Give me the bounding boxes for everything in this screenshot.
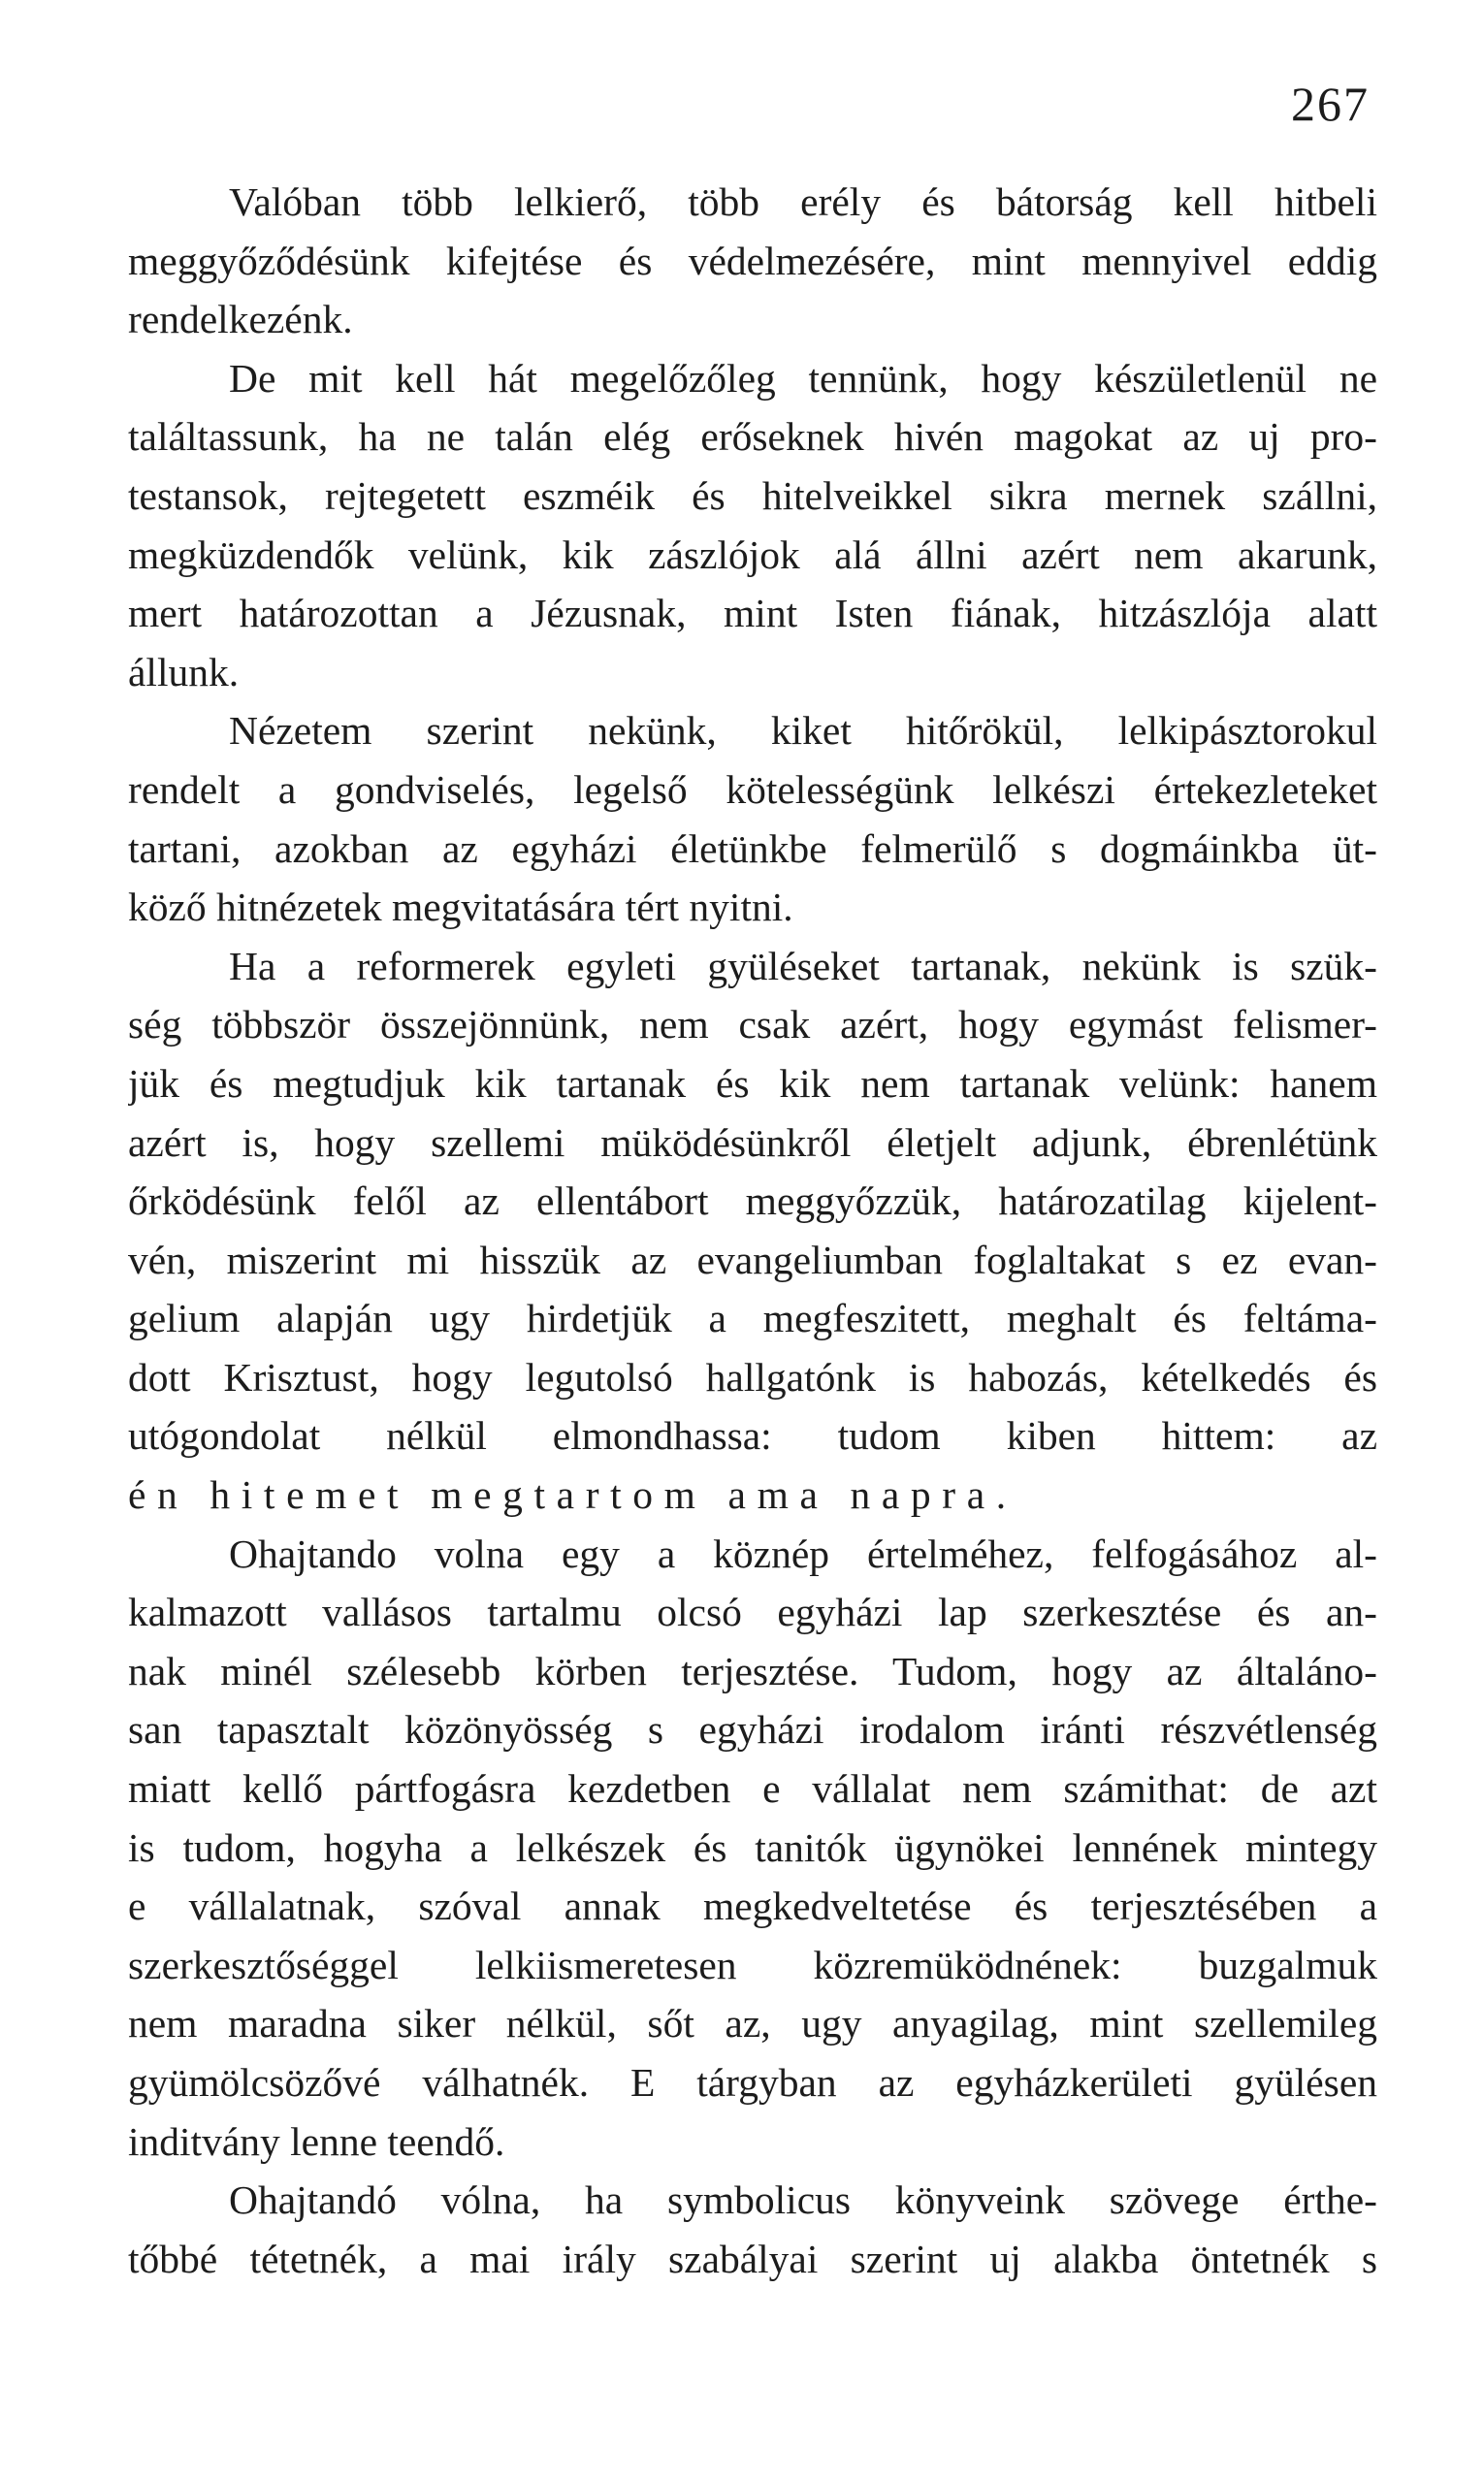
text-line: meggyőződésünk kifejtése és védelmezésére, mint mennyivel eddig xyxy=(128,238,1377,283)
text-line: De mit kell hát megelőzőleg tennünk, hogy készületlenül ne xyxy=(229,355,1377,401)
text-line: szerkesztőséggel lelkiismeretesen közremüködnének: buzgalmuk xyxy=(128,1942,1377,1987)
text-line: ség többször összejönnünk, nem csak azért, hogy egymást felismer- xyxy=(128,1002,1377,1048)
page-number: 267 xyxy=(1291,77,1370,131)
text-line: mert határozottan a Jézusnak, mint Isten fiának, hitzászlója alatt xyxy=(128,591,1377,636)
text-line: nem maradna siker nélkül, sőt az, ugy anyagilag, mint szellemileg xyxy=(128,2001,1377,2047)
text-line: Nézetem szerint nekünk, kiket hitőrökül, lelkipásztorokul xyxy=(229,708,1377,754)
body-text xyxy=(128,173,1377,2288)
text-line: megküzdendők velünk, kik zászlójok alá állni azért nem akarunk, xyxy=(128,532,1377,577)
text-line: azért is, hogy szellemi müködésünkről életjelt adjunk, ébrenlétünk xyxy=(128,1119,1377,1165)
text-line: tőbbé tétetnék, a mai irály szabályai szerint uj alakba öntetnék s xyxy=(128,2236,1377,2281)
text-line: őrködésünk felől az ellentábort meggyőzzük, határozatilag kijelent- xyxy=(128,1178,1377,1224)
text-line: rendelt a gondviselés, legelső kötelességünk lelkészi értekezleteket xyxy=(128,766,1377,812)
text-line: én hitemet megtartom ama napra. xyxy=(128,1472,1017,1518)
text-line: jük és megtudjuk kik tartanak és kik nem tartanak velünk: hanem xyxy=(128,1060,1377,1106)
text-line: miatt kellő pártfogásra kezdetben e vállalat nem számithat: de azt xyxy=(128,1766,1377,1812)
text-line: testansok, rejtegetett eszméik és hitelveikkel sikra mernek szállni, xyxy=(128,472,1377,518)
text-line: gelium alapján ugy hirdetjük a megfeszitett, meghalt és feltáma- xyxy=(128,1296,1377,1341)
text-line: is tudom, hogyha a lelkészek és tanitók ügynökei lennének mintegy xyxy=(128,1824,1377,1870)
text-line: san tapasztalt közönyösség s egyházi irodalom iránti részvétlenség xyxy=(128,1707,1377,1753)
text-line: utógondolat nélkül elmondhassa: tudom kiben hittem: az xyxy=(128,1413,1377,1459)
text-line: állunk. xyxy=(128,649,240,694)
text-line: köző hitnézetek megvitatására tért nyitni. xyxy=(128,885,793,930)
text-line: tartani, azokban az egyházi életünkbe felmerülő s dogmáinkba üt- xyxy=(128,825,1377,871)
text-line: gyümölcsözővé válhatnék. E tárgyban az egyházkerületi gyülésen xyxy=(128,2060,1377,2105)
text-line: Ha a reformerek egyleti gyüléseket tartanak, nekünk is szük- xyxy=(229,943,1377,988)
text-line: e vállalatnak, szóval annak megkedveltetése és terjesztésében a xyxy=(128,1884,1377,1929)
text-line: nak minél szélesebb körben terjesztése. Tudom, hogy az általáno- xyxy=(128,1648,1377,1693)
text-line: dott Krisztust, hogy legutolsó hallgatónk is habozás, kételkedés és xyxy=(128,1354,1377,1400)
text-line: inditvány lenne teendő. xyxy=(128,2118,505,2164)
text-line: kalmazott vallásos tartalmu olcsó egyházi lap szerkesztése és an- xyxy=(128,1590,1377,1635)
text-line: vén, miszerint mi hisszük az evangeliumban foglaltakat s ez evan- xyxy=(128,1237,1377,1282)
text-line: találtassunk, ha ne talán elég erőseknek hivén magokat az uj pro- xyxy=(128,414,1377,460)
text-line: rendelkezénk. xyxy=(128,297,353,342)
text-line: Ohajtandó vólna, ha symbolicus könyveink szövege érthe- xyxy=(229,2177,1377,2223)
text-line: Ohajtando volna egy a köznép értelméhez, felfogásához al- xyxy=(229,1531,1377,1576)
text-line: Valóban több lelkierő, több erély és bátorság kell hitbeli xyxy=(229,179,1377,224)
